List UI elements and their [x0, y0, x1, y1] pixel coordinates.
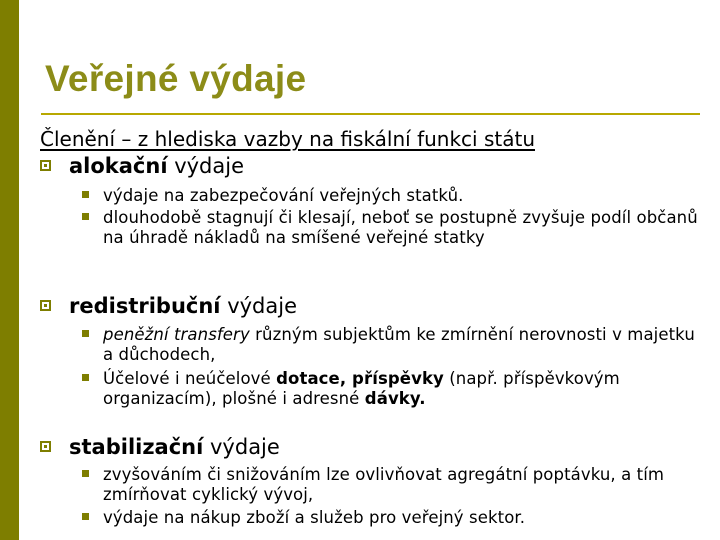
list-item — [82, 208, 703, 248]
list-item — [82, 186, 703, 206]
list-item-text: výdaje na zabezpečování veřejných statků. — [103, 186, 464, 205]
square-bullet-icon — [82, 191, 89, 198]
list-item-bold: dávky. — [364, 389, 426, 408]
list-item — [82, 369, 703, 409]
section-keyword: stabilizační — [69, 435, 204, 459]
list-item-text: dlouhodobě stagnují či klesají, neboť se postupně zvyšuje podíl občanů na úhradě nákladů na smíšené veřejné statky — [103, 208, 698, 247]
list-item-text: Účelové i neúčelové — [103, 369, 277, 388]
square-bullet-icon — [82, 213, 89, 220]
square-bullet-icon — [82, 470, 89, 477]
list-item — [82, 325, 703, 365]
list-item-text: zvyšováním či snižováním lze ovlivňovat agregátní poptávku, a tím zmírňovat cyklický vývoj, — [103, 465, 665, 504]
section-suffix: výdaje — [167, 154, 245, 178]
hollow-square-bullet-icon — [40, 300, 51, 311]
slide-title: Veřejné výdaje — [45, 58, 307, 99]
list-item-text: (např. příspěvkovým organizacím), plošné i adresné — [103, 369, 620, 408]
square-bullet-icon — [82, 513, 89, 520]
section-keyword: redistribuční — [69, 294, 221, 318]
list-item-bold: dotace, příspěvky — [276, 369, 444, 388]
section-heading-redistribucni — [40, 294, 297, 318]
square-bullet-icon — [82, 374, 89, 381]
list-item-emphasis: peněžní transfery — [103, 325, 250, 344]
hollow-square-bullet-icon — [40, 441, 51, 452]
accent-side-bar — [0, 0, 19, 540]
list-item-text: různým subjektům ke zmírnění nerovnosti v majetku a důchodech, — [103, 325, 695, 364]
list-item — [82, 465, 703, 505]
square-bullet-icon — [82, 330, 89, 337]
list-item — [82, 508, 703, 528]
section-heading-stabilizacni — [40, 435, 280, 459]
section-suffix: výdaje — [220, 294, 297, 318]
section-heading-alokacni — [40, 154, 244, 178]
list-item-text: výdaje na nákup zboží a služeb pro veřejný sektor. — [103, 508, 526, 527]
section-keyword: alokační — [69, 154, 168, 178]
hollow-square-bullet-icon — [40, 160, 51, 171]
title-divider — [41, 113, 700, 115]
section-suffix: výdaje — [203, 435, 280, 459]
slide-subtitle: Členění – z hlediska vazby na fiskální funkci státu — [40, 127, 535, 151]
